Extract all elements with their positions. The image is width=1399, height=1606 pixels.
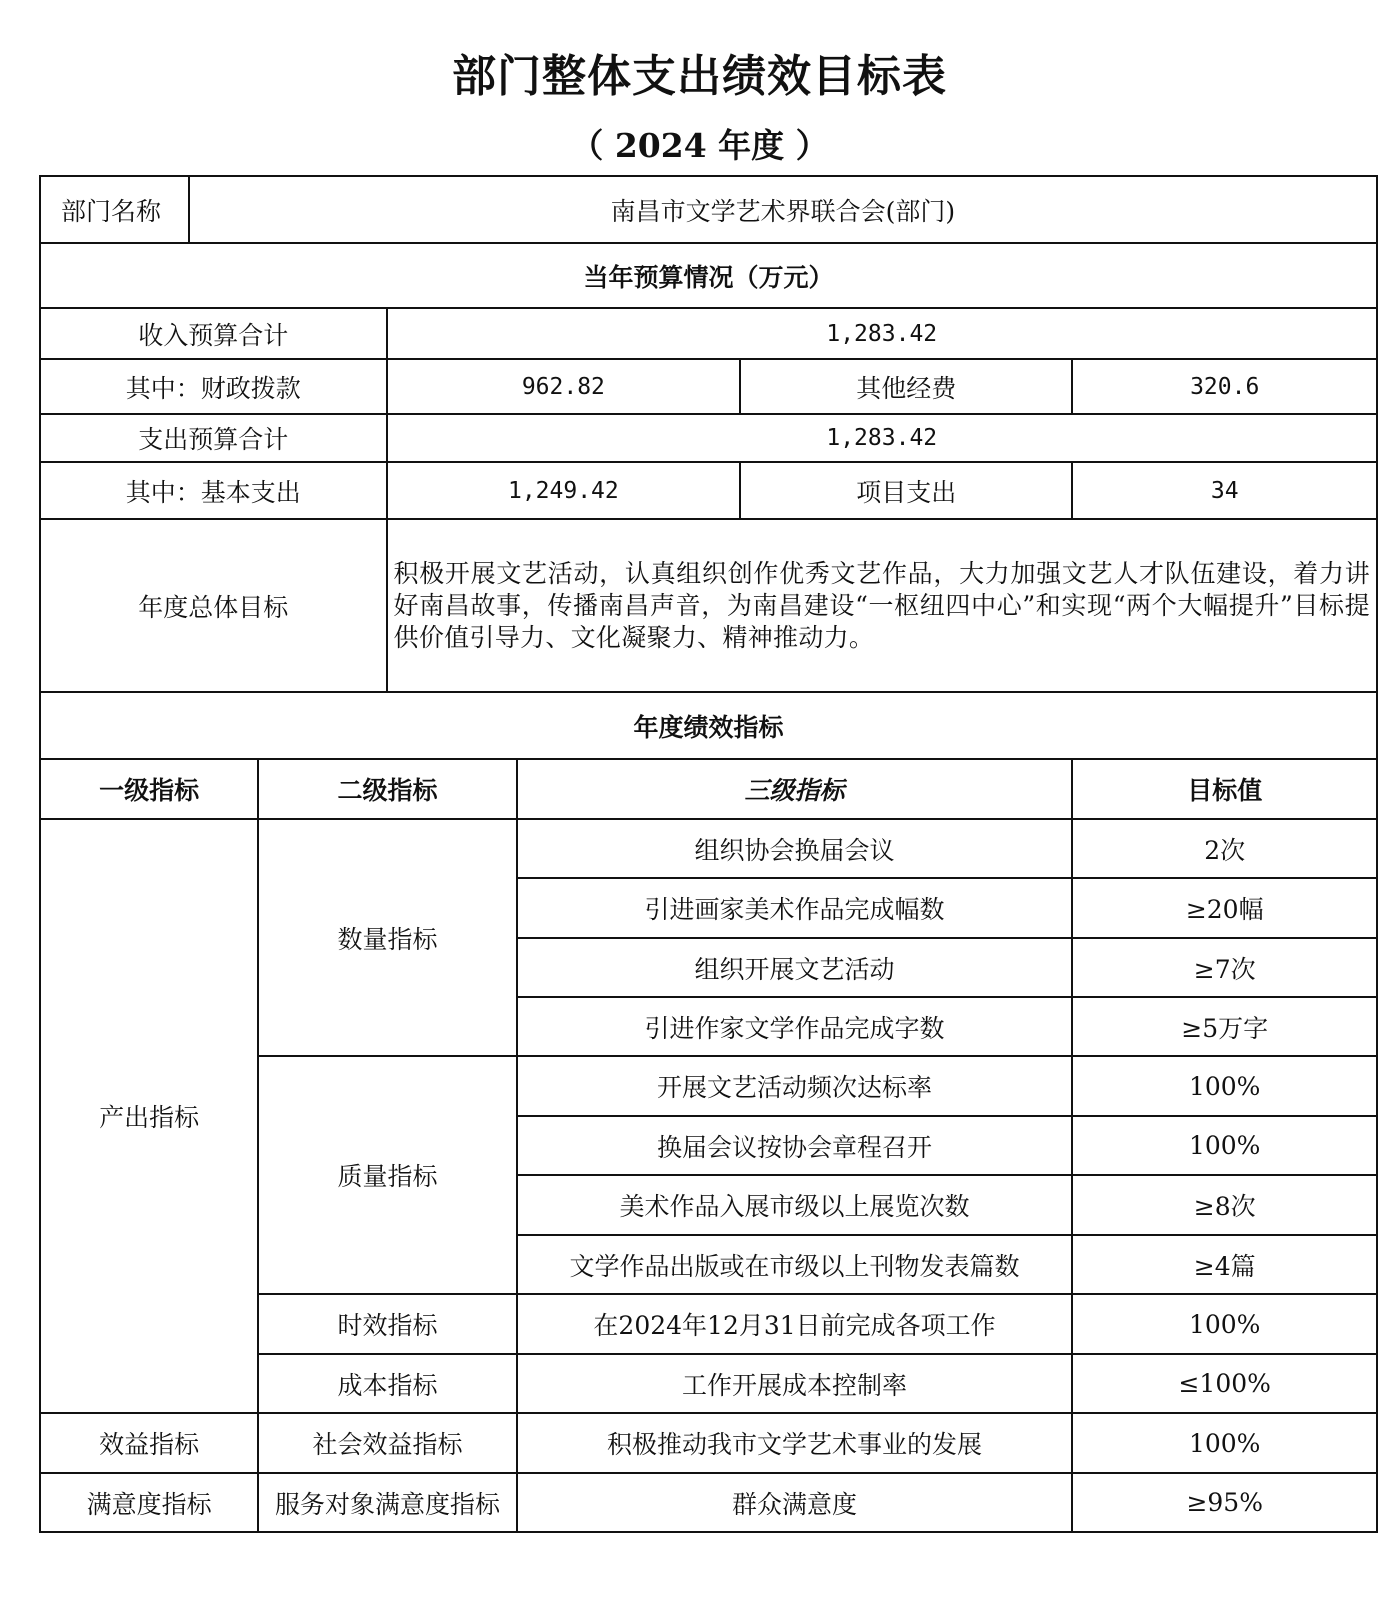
annual-goal-text: 积极开展文艺活动，认真组织创作优秀文艺作品，大力加强文艺人才队伍建设，着力讲好南昌故事，传播南昌声音，为南昌建设“一枢纽四中心”和实现“两个大幅提升”目标提供价值引导力、文化凝聚力、精神推动力。 — [387, 519, 1377, 692]
level1-benefit: 效益指标 — [40, 1413, 258, 1473]
level1-satisfaction: 满意度指标 — [40, 1473, 258, 1532]
project-expense-value: 34 — [1072, 462, 1377, 519]
level3-indicator: 组织开展文艺活动 — [517, 938, 1073, 997]
basic-expense-label: 其中：基本支出 — [40, 462, 387, 519]
level2-cost: 成本指标 — [258, 1354, 516, 1413]
target-value: ≥7次 — [1072, 938, 1377, 997]
level2-social-benefit: 社会效益指标 — [258, 1413, 516, 1473]
other-label: 其他经费 — [740, 359, 1072, 414]
target-value: 100% — [1072, 1294, 1377, 1354]
table-row — [40, 1473, 1377, 1532]
fiscal-label: 其中：财政拨款 — [40, 359, 387, 414]
col-header-target: 目标值 — [1072, 759, 1377, 819]
level3-indicator: 群众满意度 — [517, 1473, 1073, 1532]
level3-indicator: 组织协会换届会议 — [517, 819, 1073, 878]
level1-output: 产出指标 — [40, 819, 258, 1413]
level3-indicator: 工作开展成本控制率 — [517, 1354, 1073, 1413]
annual-goal-label: 年度总体目标 — [40, 519, 387, 692]
level3-indicator: 在2024年12月31日前完成各项工作 — [517, 1294, 1073, 1354]
target-value: 2次 — [1072, 819, 1377, 878]
page-subtitle: （ 2024 年度 ） — [570, 126, 829, 165]
dept-name-label: 部门名称 — [40, 176, 189, 243]
target-value: 100% — [1072, 1413, 1377, 1473]
page-title: 部门整体支出绩效目标表 — [452, 51, 947, 102]
project-expense-label: 项目支出 — [740, 462, 1072, 519]
col-header-level2: 二级指标 — [258, 759, 516, 819]
fiscal-value: 962.82 — [387, 359, 741, 414]
target-value: ≥8次 — [1072, 1175, 1377, 1235]
level2-timeliness: 时效指标 — [258, 1294, 516, 1354]
col-header-level3: 三级指标 — [517, 759, 1073, 819]
target-value: ≥4篇 — [1072, 1235, 1377, 1294]
target-value: ≥95% — [1072, 1473, 1377, 1532]
target-value: ≤100% — [1072, 1354, 1377, 1413]
basic-expense-value: 1,249.42 — [387, 462, 741, 519]
level2-service-satisfaction: 服务对象满意度指标 — [258, 1473, 516, 1532]
performance-table — [39, 175, 1378, 1533]
dept-name-value: 南昌市文学艺术界联合会(部门) — [189, 176, 1377, 243]
other-value: 320.6 — [1072, 359, 1377, 414]
income-total-label: 收入预算合计 — [40, 308, 387, 359]
level3-indicator: 换届会议按协会章程召开 — [517, 1116, 1073, 1175]
table-row — [40, 819, 1377, 878]
target-value: 100% — [1072, 1056, 1377, 1116]
target-value: 100% — [1072, 1116, 1377, 1175]
budget-section-title: 当年预算情况（万元） — [40, 243, 1377, 308]
level2-quality: 质量指标 — [258, 1056, 516, 1294]
col-header-level1: 一级指标 — [40, 759, 258, 819]
level3-indicator: 美术作品入展市级以上展览次数 — [517, 1175, 1073, 1235]
level3-indicator: 引进作家文学作品完成字数 — [517, 997, 1073, 1056]
indicators-section-title: 年度绩效指标 — [40, 692, 1377, 759]
expense-total-value: 1,283.42 — [387, 414, 1377, 462]
level3-indicator: 文学作品出版或在市级以上刊物发表篇数 — [517, 1235, 1073, 1294]
level2-quantity: 数量指标 — [258, 819, 516, 1056]
level3-indicator: 引进画家美术作品完成幅数 — [517, 878, 1073, 938]
level3-indicator: 积极推动我市文学艺术事业的发展 — [517, 1413, 1073, 1473]
level3-indicator: 开展文艺活动频次达标率 — [517, 1056, 1073, 1116]
target-value: ≥5万字 — [1072, 997, 1377, 1056]
target-value: ≥20幅 — [1072, 878, 1377, 938]
income-total-value: 1,283.42 — [387, 308, 1377, 359]
expense-total-label: 支出预算合计 — [40, 414, 387, 462]
table-row — [40, 1413, 1377, 1473]
